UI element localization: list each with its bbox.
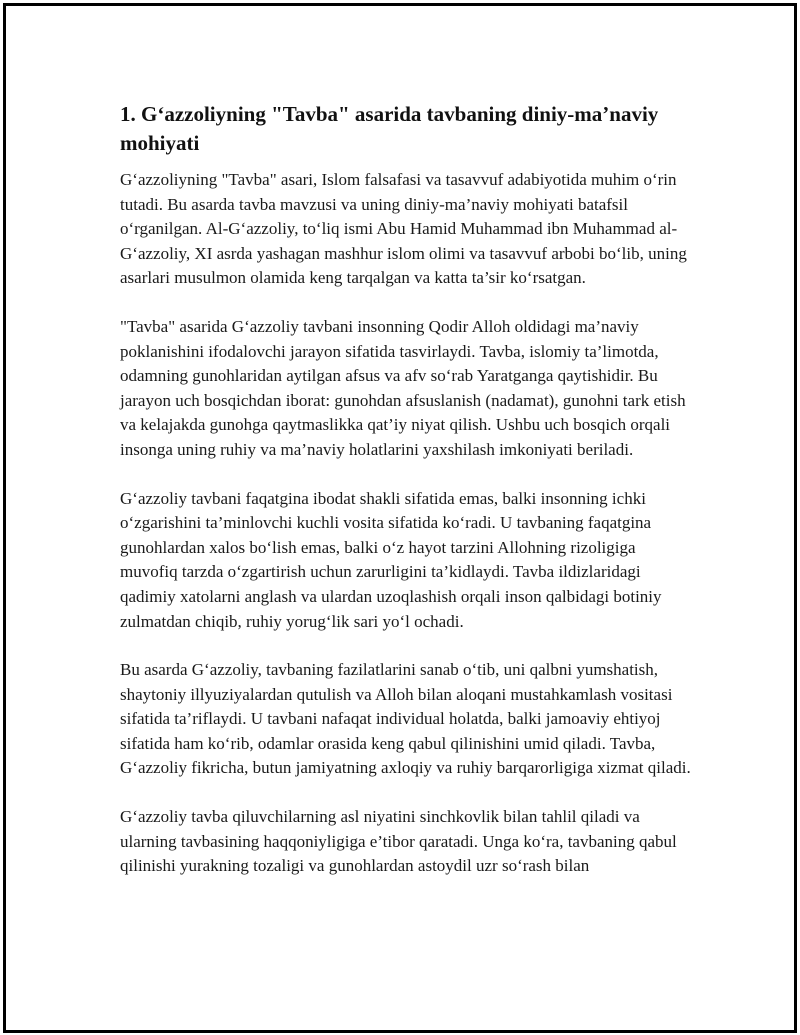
paragraph-1: G‘azzoliyning "Tavba" asari, Islom falsafasi va tasavvuf adabiyotida muhim o‘rin tutadi. Bu asarda tavba mavzusi va uning diniy-ma’naviy mohiyati batafsil o‘rganilgan. Al-G‘azzoliy, to‘liq ismi Abu Hamid Muhammad ibn Muhammad al-G‘azzoliy, XI asrda yashagan mashhur islom olimi va tasavvuf arbobi bo‘lib, uning asarlari musulmon olamida keng tarqalgan va katta ta’sir ko‘rsatgan. [120,170,687,288]
paragraph-2: "Tavba" asarida G‘azzoliy tavbani insonning Qodir Alloh oldidagi ma’naviy poklanishini ifodalovchi jarayon sifatida tasvirlaydi. Tavba, islomiy ta’limotda, odamning gunohlaridan aytilgan afsus va afv so‘rab Yaratganga qaytishidir. Bu jarayon uch bosqichdan iborat: gunohdan afsuslanish (nadamat), gunohni tark etish va kelajakda gunohga qaytmaslikka qat’iy niyat qilish. Ushbu uch bosqich orqali insonga uning ruhiy va ma’naviy holatlarini yaxshilash imkoniyati beriladi. [120,316,686,459]
paragraph-3: G‘azzoliy tavbani faqatgina ibodat shakli sifatida emas, balki insonning ichki o‘zgarishini ta’minlovchi kuchli vosita sifatida ko‘radi. U tavbaning faqatgina gunohlardan xalos bo‘lish emas, balki o‘z hayot tarzini Allohning rizoligiga muvofiq tarzda o‘zgartirish uchun zarurligini ta’kidlaydi. Tavba ildizlaridagi qadimiy xatolarni anglash va ulardan uzoqlashish orqali inson qalbidagi botiniy zulmatdan chiqib, ruhiy yorug‘lik sari yo‘l ochadi. [120,488,662,631]
page-frame [3,3,797,1033]
paragraph-5: G‘azzoliy tavba qiluvchilarning asl niyatini sinchkovlik bilan tahlil qiladi va ularning tavbasining haqqoniyligiga e’tibor qaratadi. Unga ko‘ra, tavbaning qabul qilinishi yurakning tozaligi va gunohlardan astoydil uzr so‘rash bilan [120,807,677,876]
section-heading: 1. G‘azzoliyning "Tavba" asarida tavbaning diniy-ma’naviy mohiyati [120,102,659,155]
paragraph-4: Bu asarda G‘azzoliy, tavbaning fazilatlarini sanab o‘tib, uni qalbni yumshatish, shaytoniy illyuziyalardan qutulish va Alloh bilan aloqani mustahkamlash vositasi sifatida ta’riflaydi. U tavbani nafaqat individual holatda, balki jamoaviy ehtiyoj sifatida ham ko‘rib, odamlar orasida keng qabul qilinishini umid qiladi. Tavba, G‘azzoliy fikricha, butun jamiyatning axloqiy va ruhiy barqarorligiga xizmat qiladi. [120,660,691,778]
document-body [120,100,692,903]
